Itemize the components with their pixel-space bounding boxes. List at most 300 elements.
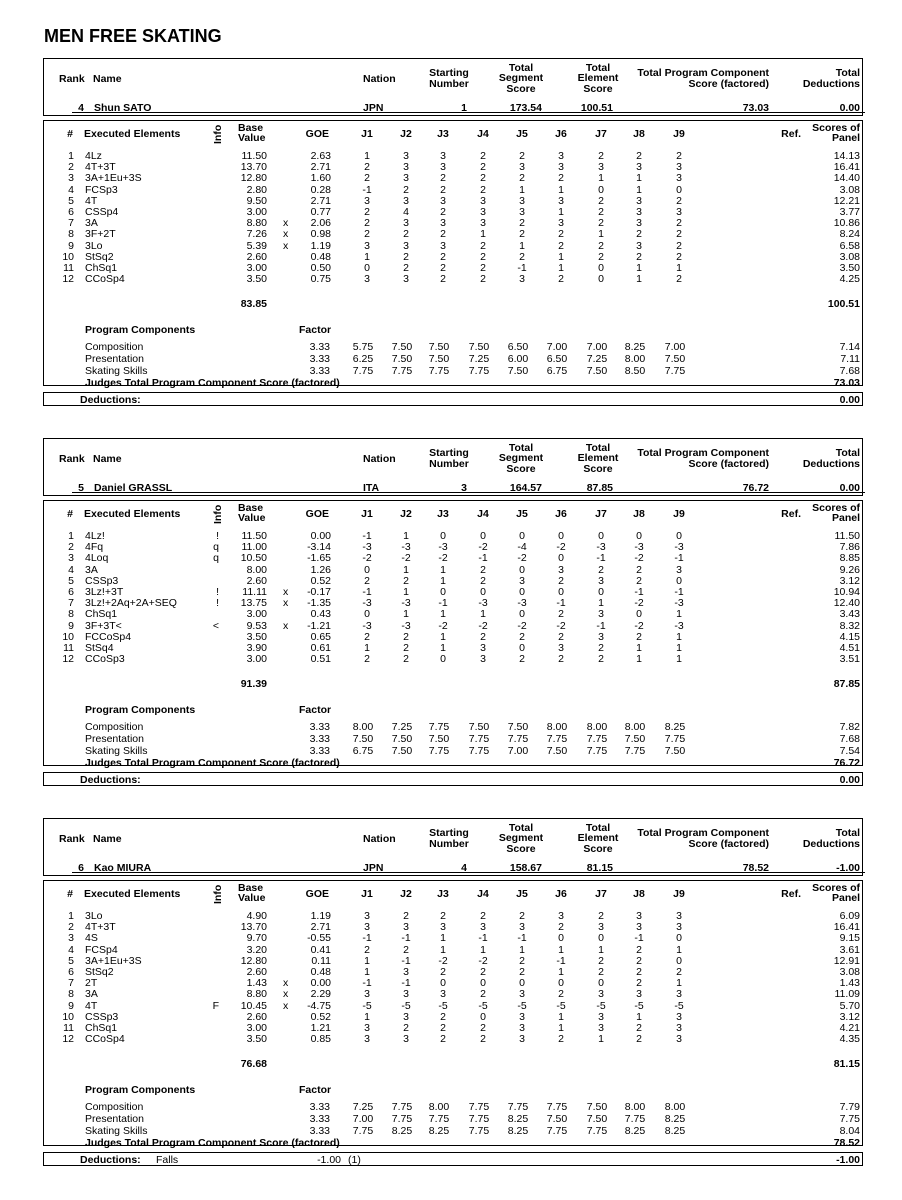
header-tes-label: Element [577,832,619,844]
element-panel-score: 6.58 [839,239,860,252]
judge-header-7: J7 [595,508,607,520]
element-judge-score: 3 [636,988,642,1001]
element-judge-score: 2 [480,183,486,196]
element-judge-score: -1 [401,977,411,990]
element-row-number: 9 [68,239,74,252]
component-judge-score: 7.50 [428,341,450,353]
component-judge-score: 7.75 [546,1101,568,1113]
element-judge-score: 3 [558,642,564,654]
element-panel-score: 6.09 [839,910,860,922]
component-judge-score: 8.25 [428,1125,450,1137]
element-judge-score: 2 [364,943,370,956]
judge-header-1: J1 [361,888,373,900]
element-base-value: 3.00 [246,262,267,274]
component-name: Composition [85,721,144,733]
element-judge-score: -2 [517,552,527,565]
element-goe: 0.43 [310,608,331,621]
element-judge-score: -2 [438,954,448,967]
element-judge-score: -2 [438,552,448,565]
element-judge-score: 2 [480,262,486,274]
element-judge-score: -1 [556,597,566,610]
element-row-number: 6 [68,586,74,598]
element-judge-score: 2 [403,1022,409,1034]
element-goe: 2.06 [310,217,331,230]
element-number-header: # [67,888,73,900]
element-judge-score: 2 [440,183,446,196]
element-base-value: 2.60 [246,250,267,263]
deductions-box [43,392,863,406]
element-row-number: 11 [63,642,74,654]
component-judge-score: 7.50 [428,353,450,365]
element-panel-score: 16.41 [833,921,860,934]
total-element-score: 81.15 [586,862,613,874]
element-judge-score: 0 [364,608,370,621]
program-components-heading: Program Components [85,324,196,336]
element-panel-score: 7.86 [839,541,860,554]
element-row-number: 5 [68,954,74,967]
ref-header: Ref. [781,128,801,140]
element-panel-score: 14.40 [833,172,860,185]
base-value-header: Value [238,512,266,524]
component-judge-score: 7.50 [546,745,568,757]
component-judge-score: 7.50 [664,745,686,757]
deductions-total: -1.00 [836,1154,860,1166]
component-judge-score: 8.00 [624,1101,646,1113]
component-judge-score: 7.00 [586,341,608,353]
element-base-value: 3.50 [246,630,267,643]
element-judge-score: 0 [558,977,564,990]
element-judge-score: 2 [480,250,486,263]
element-judge-score: 3 [403,921,409,934]
element-goe: 0.00 [310,977,331,990]
element-judge-score: 1 [676,642,682,654]
element-judge-score: -1 [362,932,372,945]
element-judge-score: 0 [519,563,525,576]
element-judge-score: 3 [598,574,604,587]
element-judge-score: 3 [440,921,446,934]
total-program-component-score: 76.72 [742,482,769,494]
element-number-header: # [67,128,73,140]
element-judge-score: 0 [440,653,446,666]
executed-elements-header: Executed Elements [84,128,181,140]
element-judge-score: 0 [519,977,525,990]
component-judge-score: 7.00 [352,1113,374,1125]
element-judge-score: 3 [676,206,682,218]
deduction-detail: Falls [156,1154,179,1166]
header-tpcs-label: Score (factored) [688,838,769,850]
element-judge-score: 3 [636,239,642,252]
element-judge-score: 3 [676,1010,682,1023]
element-judge-score: 0 [364,563,370,576]
element-judge-score: 3 [519,574,525,587]
component-judge-score: 7.50 [664,353,686,365]
element-judge-score: -1 [362,586,372,598]
element-judge-score: -2 [634,619,644,632]
element-code: CCoSp4 [85,273,125,286]
base-value-header: Value [238,132,266,144]
element-judge-score: 2 [364,172,370,185]
component-name: Composition [85,341,144,353]
component-judge-score: 7.75 [468,1113,490,1125]
program-components-heading: Program Components [85,1084,196,1096]
element-panel-score: 12.21 [833,194,860,207]
element-judge-score: 2 [676,217,682,230]
element-code: ChSq1 [85,608,118,621]
element-info: F [212,999,219,1012]
element-judge-score: 2 [403,183,409,196]
element-judge-score: 3 [558,910,564,922]
element-judge-score: 3 [364,988,370,1001]
deductions-label: Deductions: [80,1154,141,1166]
component-judge-score: 7.75 [352,1125,374,1137]
element-bonus-marker: x [283,988,289,1001]
element-goe: 0.00 [310,530,331,542]
header-tes-label: Total [585,62,611,74]
header-tss-label: Total [508,822,534,834]
scores-of-panel-header: Panel [831,132,860,144]
element-goe: 0.48 [310,966,331,978]
element-code: 3Lo [85,239,103,252]
element-row-number: 12 [62,273,74,286]
total-segment-score: 158.67 [509,862,542,874]
executed-elements-header: Executed Elements [84,508,181,520]
element-judge-score: 0 [636,608,642,621]
deductions-label: Deductions: [80,394,141,406]
element-row-number: 6 [68,966,74,978]
header-tpcs-label: Score (factored) [688,78,769,90]
element-judge-score: 2 [480,574,486,587]
element-judge-score: 3 [676,921,682,934]
component-judge-score: 7.75 [468,365,490,377]
element-code: CCoSp3 [85,653,125,666]
judge-header-7: J7 [595,128,607,140]
component-judge-score: 7.75 [428,365,450,377]
element-row-number: 1 [68,910,74,922]
element-code: 3A [85,217,98,230]
element-judge-score: 3 [519,921,525,934]
header-tss-label: Segment [498,72,544,84]
element-judge-score: 1 [440,608,446,621]
element-judge-score: 2 [480,1022,486,1034]
element-code: 3Lo [85,910,103,922]
element-judge-score: 3 [403,194,409,207]
header-tpcs-label: Score (factored) [688,458,769,470]
component-judge-score: 8.25 [507,1125,529,1137]
element-judge-score: 1 [440,943,446,956]
judge-header-4: J4 [477,128,489,140]
element-judge-score: 1 [558,966,564,978]
element-judge-score: 0 [440,586,446,598]
element-panel-score: 3.51 [839,653,860,666]
element-panel-score: 3.61 [839,943,860,956]
element-judge-score: 2 [519,954,525,967]
element-row-number: 12 [62,1033,74,1046]
judge-header-6: J6 [555,508,567,520]
element-judge-score: 0 [598,262,604,274]
element-panel-score: 11.50 [834,530,860,542]
element-judge-score: 3 [558,194,564,207]
element-row-number: 7 [68,977,74,990]
component-judge-score: 7.75 [428,1113,450,1125]
element-judge-score: 0 [480,586,486,598]
element-judge-score: 2 [440,262,446,274]
scores-of-panel-header: Panel [831,512,860,524]
goe-header: GOE [305,888,329,900]
factor-header: Factor [299,1084,332,1096]
element-judge-score: 2 [364,653,370,666]
skater-nation: ITA [363,482,380,494]
element-goe: 1.19 [310,239,331,252]
component-judge-score: 8.00 [428,1101,450,1113]
component-panel-score: 7.54 [839,745,860,757]
element-judge-score: -1 [517,932,527,945]
judge-header-3: J3 [437,888,449,900]
element-judge-score: -3 [596,541,606,554]
element-judge-score: 0 [598,586,604,598]
element-goe: 0.51 [310,653,331,666]
header-tss-label: Score [506,83,536,95]
element-judge-score: 3 [598,988,604,1001]
element-row-number: 4 [68,563,74,576]
skater-rank: 5 [78,482,84,494]
element-judge-score: 1 [636,183,642,196]
element-judge-score: 2 [636,943,642,956]
element-judge-score: 2 [558,653,564,666]
component-judge-score: 7.75 [468,1125,490,1137]
element-judge-score: -1 [478,552,488,565]
header-starting-label: Starting [429,67,469,79]
element-row-number: 3 [68,172,74,185]
judge-header-1: J1 [361,508,373,520]
element-base-value: 11.11 [242,586,267,598]
element-info: ! [216,586,219,598]
element-judge-score: 1 [403,608,409,621]
element-panel-score: 4.15 [839,630,860,643]
judge-header-9: J9 [673,128,685,140]
element-judge-score: 1 [364,642,370,654]
element-goe: 0.52 [310,574,331,587]
component-panel-score: 7.79 [839,1101,860,1113]
base-value-header: Base [238,502,264,514]
element-judge-score: -1 [674,586,684,598]
element-judge-score: 3 [480,921,486,934]
element-judge-score: 3 [440,239,446,252]
deductions-box [43,772,863,786]
judge-header-1: J1 [361,128,373,140]
component-judge-score: 7.25 [586,353,608,365]
element-judge-score: -2 [478,619,488,632]
header-starting-label: Starting [429,447,469,459]
element-judge-score: 2 [598,194,604,207]
header-tpcs-label: Total Program Component [637,67,769,79]
component-judge-score: 7.00 [546,341,568,353]
judge-header-5: J5 [516,128,528,140]
starting-number: 4 [461,862,467,874]
element-judge-score: 3 [598,1010,604,1023]
element-row-number: 3 [68,932,74,945]
element-judge-score: 3 [519,206,525,218]
base-value-header: Base [238,882,264,894]
header-number-label: Number [429,458,469,470]
element-judge-score: 2 [598,966,604,978]
element-code: FCCoSp4 [85,630,132,643]
element-code: 4Loq [85,552,109,565]
element-base-value: 3.50 [246,1033,267,1046]
component-name: Skating Skills [85,745,148,757]
element-judge-score: 0 [519,586,525,598]
element-goe: 0.48 [310,250,331,263]
element-code: 2T [85,977,98,990]
element-judge-score: 2 [440,228,446,241]
header-tes-label: Element [577,452,619,464]
element-judge-score: 3 [480,194,486,207]
element-judge-score: 2 [364,630,370,643]
element-judge-score: 2 [519,217,525,230]
component-judge-score: 7.75 [468,733,490,745]
component-panel-score: 7.14 [839,341,860,353]
element-judge-score: 0 [598,273,604,286]
component-judge-score: 7.75 [546,1125,568,1137]
header-tss-label: Segment [498,832,544,844]
element-base-value: 3.90 [246,642,267,654]
element-judge-score: 1 [403,563,409,576]
component-panel-score: 7.75 [839,1113,860,1125]
element-row-number: 2 [68,541,74,554]
element-judge-score: 3 [676,1022,682,1034]
element-goe: 0.11 [311,954,331,967]
element-judge-score: -1 [596,552,606,565]
element-panel-score: 11.09 [834,988,860,1001]
element-judge-score: 3 [440,988,446,1001]
header-name-label: Name [93,73,122,85]
element-code: StSq2 [85,966,114,978]
element-row-number: 10 [62,630,74,643]
component-judge-score: 6.00 [507,353,529,365]
element-base-value: 5.39 [246,239,267,252]
element-judge-score: 2 [480,161,486,174]
element-judge-score: 2 [519,150,525,162]
deductions-label: Deductions: [80,774,141,786]
header-tss-label: Score [506,463,536,475]
element-judge-score: 2 [598,239,604,252]
element-judge-score: 2 [440,1022,446,1034]
element-judge-score: 2 [636,977,642,990]
component-judge-score: 7.75 [624,745,646,757]
element-judge-score: 3 [480,653,486,666]
element-base-value: 2.60 [246,966,267,978]
element-goe: 0.61 [310,642,331,654]
starting-number: 3 [461,482,467,494]
element-judge-score: -3 [634,541,644,554]
element-judge-score: 1 [440,642,446,654]
judge-header-4: J4 [477,508,489,520]
element-judge-score: 3 [519,1033,525,1046]
component-judge-score: 7.50 [428,733,450,745]
component-judge-score: 7.50 [507,721,529,733]
element-row-number: 5 [68,574,74,587]
element-judge-score: 0 [440,977,446,990]
component-judge-score: 7.50 [468,721,490,733]
component-judge-score: 7.50 [624,733,646,745]
element-row-number: 10 [62,1010,74,1023]
element-judge-score: -1 [634,932,644,945]
component-factor: 3.33 [309,353,330,365]
element-judge-score: -3 [438,541,448,554]
element-judge-score: 3 [403,150,409,162]
element-bonus-marker: x [283,619,289,632]
element-judge-score: 3 [403,988,409,1001]
element-goe: 0.28 [310,183,331,196]
element-code: FCSp3 [85,183,118,196]
element-judge-score: 2 [636,574,642,587]
element-judge-score: 2 [558,921,564,934]
element-judge-score: 3 [519,988,525,1001]
header-starting-label: Starting [429,827,469,839]
scores-of-panel-header: Scores of [812,882,860,894]
element-judge-score: -1 [362,183,372,196]
element-code: ChSq1 [85,1022,118,1034]
element-bonus-marker: x [283,586,289,598]
element-judge-score: 3 [440,161,446,174]
element-judge-score: 2 [676,273,682,286]
element-base-value: 8.00 [246,563,267,576]
element-judge-score: -5 [556,999,566,1012]
element-judge-score: 2 [480,150,486,162]
element-code: 4T [85,999,98,1012]
judge-header-7: J7 [595,888,607,900]
element-code: 3F+2T [85,228,116,241]
deduction-value: -1.00 [317,1154,341,1166]
element-code: CSSp3 [85,574,119,587]
component-panel-score: 7.68 [839,365,860,377]
element-goe: -3.14 [307,541,331,554]
element-base-value: 13.70 [240,161,267,174]
header-deductions-label: Deductions [802,838,860,850]
element-base-value: 10.50 [240,552,267,565]
element-judge-score: 2 [636,966,642,978]
element-judge-score: 2 [403,250,409,263]
element-row-number: 11 [63,262,74,274]
component-judge-score: 7.50 [468,341,490,353]
element-judge-score: 2 [519,910,525,922]
judge-header-4: J4 [477,888,489,900]
element-judge-score: 2 [558,1033,564,1046]
element-judge-score: 3 [636,161,642,174]
component-judge-score: 7.50 [391,341,413,353]
element-base-value: 3.20 [246,943,267,956]
element-judge-score: 3 [403,966,409,978]
element-judge-score: 2 [480,273,486,286]
element-judge-score: -1 [674,552,684,565]
component-judge-score: 8.25 [624,341,646,353]
element-judge-score: -4 [517,541,527,554]
element-row-number: 7 [68,217,74,230]
element-judge-score: 2 [403,228,409,241]
element-judge-score: 2 [636,1022,642,1034]
element-code: 3A+1Eu+3S [85,172,142,185]
element-judge-score: 2 [519,966,525,978]
component-judge-score: 7.75 [391,1113,413,1125]
element-code: 3F+3T< [85,619,122,632]
element-judge-score: 1 [676,653,682,666]
element-row-number: 10 [62,250,74,263]
element-panel-score: 9.26 [839,563,860,576]
element-judge-score: -3 [401,619,411,632]
element-judge-score: 1 [440,563,446,576]
header-deductions-label: Total [835,67,860,79]
element-judge-score: 3 [676,988,682,1001]
element-row-number: 2 [68,161,74,174]
